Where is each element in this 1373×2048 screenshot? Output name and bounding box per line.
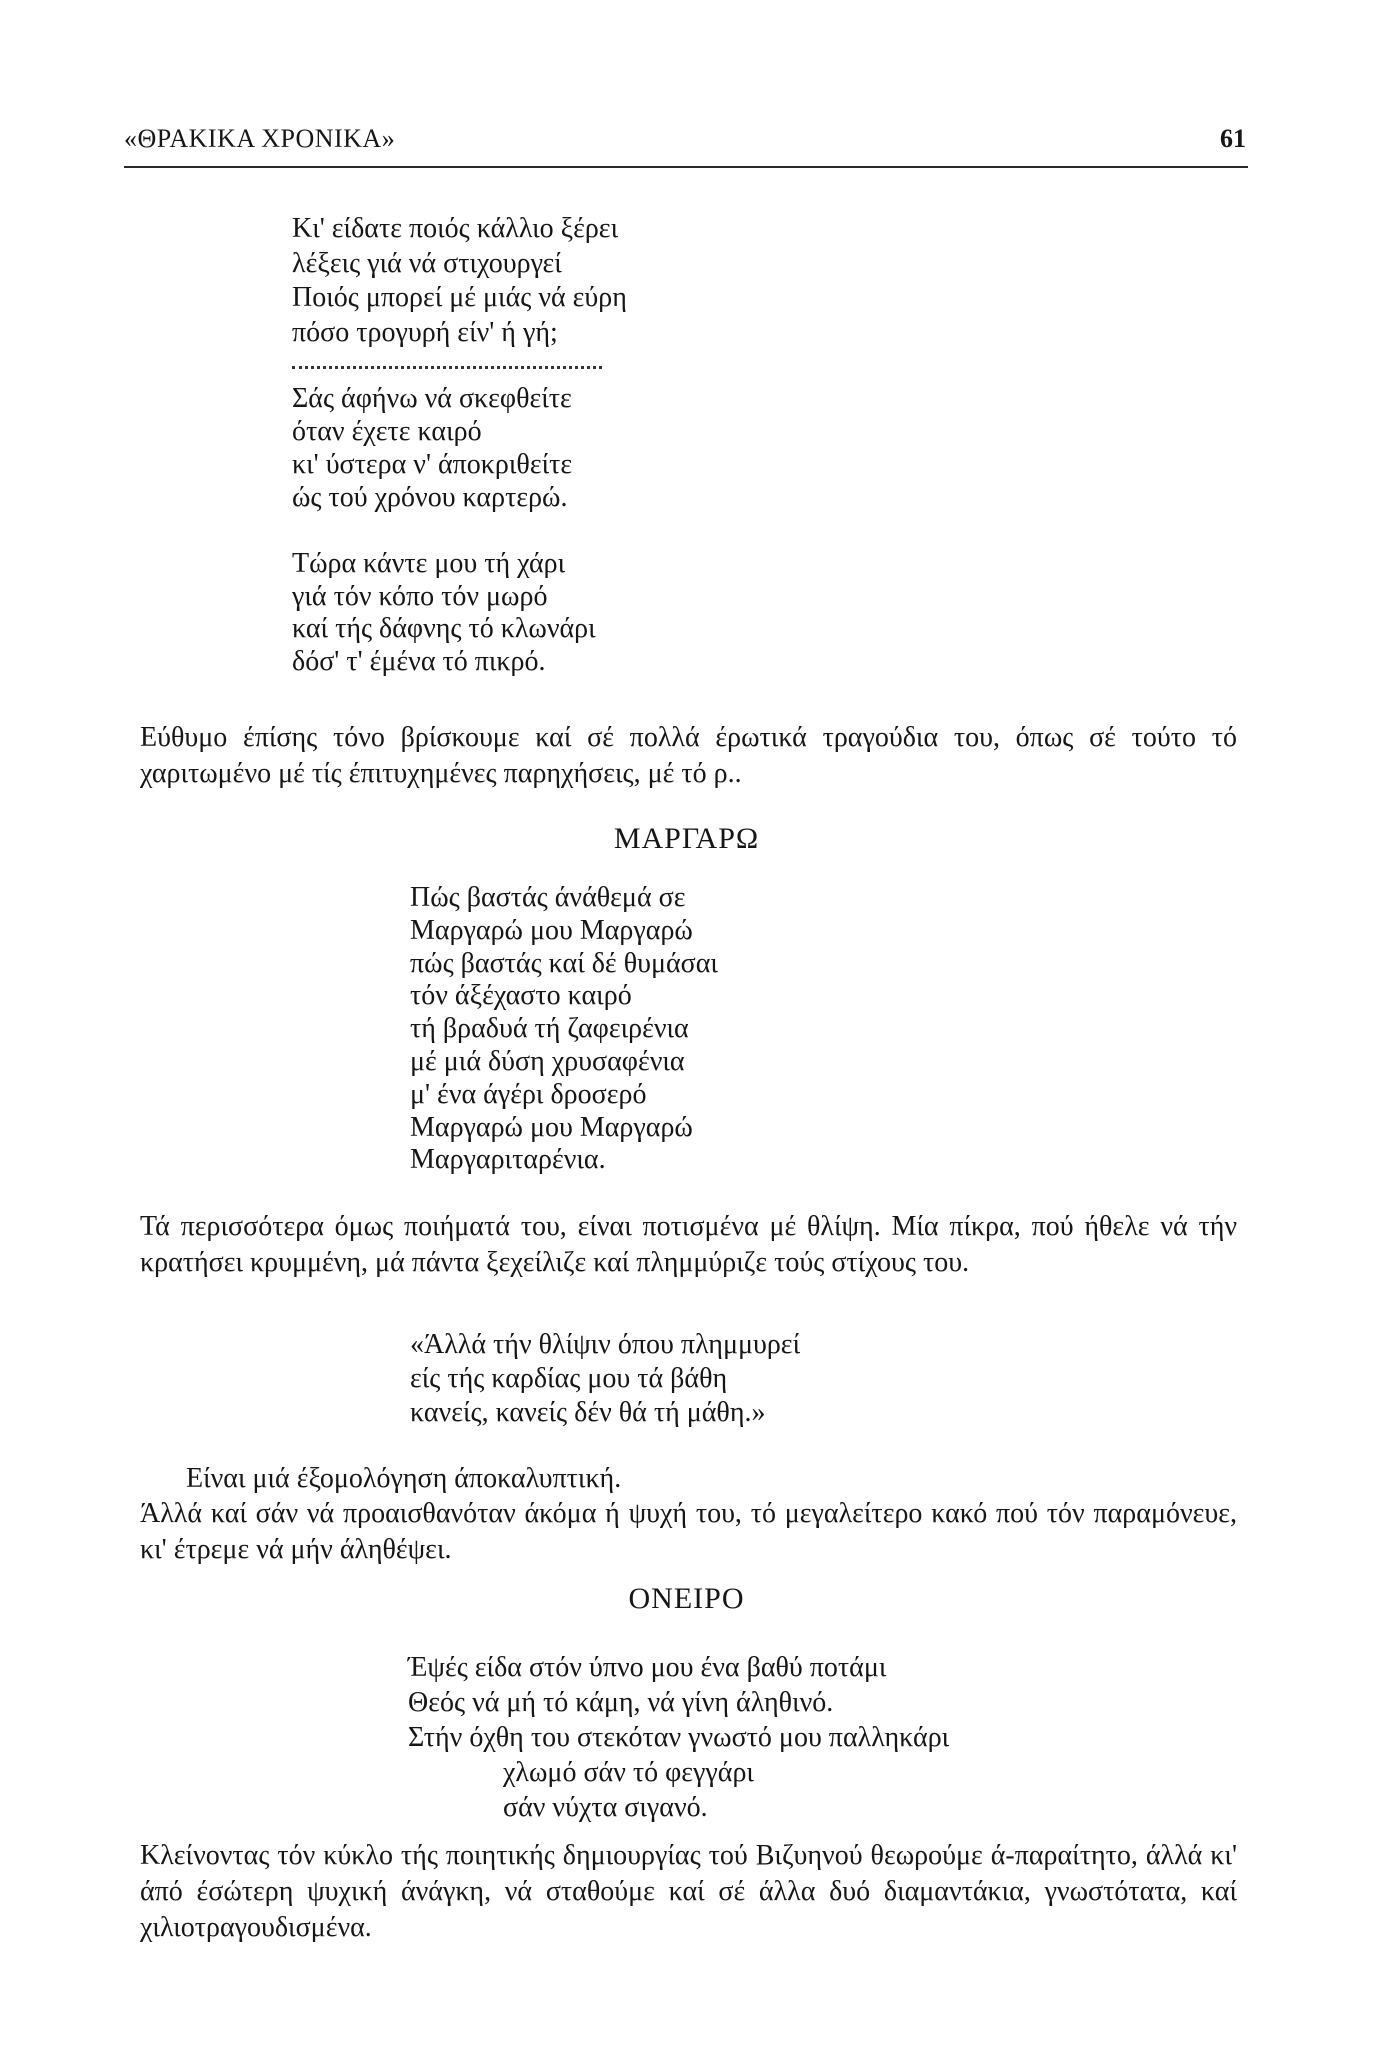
- poem-oneiro: [408, 1650, 949, 1825]
- verse-line: όταν έχετε καιρό: [292, 416, 482, 447]
- verse-line: Κι' είδατε ποιός κάλλιο ξέρει: [292, 213, 619, 244]
- verse-line: Πώς βαστάς άνάθεμά σε: [410, 882, 686, 913]
- verse-line: γιά τόν κόπο τόν μωρό: [292, 580, 548, 612]
- verse-line: κι' ύστερα ν' άποκριθείτε: [292, 449, 573, 480]
- verse-line: Τώρα κάντε μου τή χάρι: [292, 548, 566, 579]
- verse-line: δόσ' τ' έμένα τό πικρό.: [292, 645, 546, 677]
- verse-line: λέξεις γιά νά στιχουργεί: [292, 247, 562, 279]
- verse-line: ώς τού χρόνου καρτερώ.: [292, 482, 568, 513]
- verse-line: Μαργαρώ μου Μαργαρώ: [410, 914, 693, 946]
- verse-line: χλωμό σάν τό φεγγάρι: [503, 1757, 754, 1788]
- verse-line: τόν άξέχαστο καιρό: [410, 980, 632, 1012]
- prose-paragraph: [140, 1496, 1237, 1568]
- poem-title-margaro: ΜΑΡΓΑΡΩ: [613, 822, 760, 855]
- verse-line: Ποιός μπορεί μέ μιάς νά εύρη: [292, 282, 627, 313]
- verse-line: «Άλλά τήν θλίψιν όπου πλημμυρεί: [410, 1329, 801, 1360]
- prose-paragraph: [186, 1461, 1237, 1497]
- verse-line: Μαργαρώ μου Μαργαρώ: [410, 1111, 693, 1143]
- verse-line: Μαργαριταρένια.: [410, 1144, 606, 1176]
- page-number: 61: [1220, 124, 1246, 153]
- verse-line: σάν νύχτα σιγανό.: [503, 1792, 708, 1823]
- verse-line: καί τής δάφνης τό κλωνάρι: [292, 613, 596, 644]
- poem-title-oneiro: ΟΝΕΙΡΟ: [628, 1582, 745, 1615]
- paragraph-text: Τά περισσότερα όμως ποιήματά του, είναι ποτισμένα μέ θλίψη. Μία πίκρα, πού ήθελε νά τήν κρατήσει κρυμμένη, μά πάντα ξεχείλιζε καί πλημμύριζε τούς στίχους του.: [140, 1211, 1237, 1278]
- verse-line: Σάς άφήνω νά σκεφθείτε: [292, 383, 572, 414]
- verse-line: μ' ένα άγέρι δροσερό: [410, 1078, 647, 1110]
- paragraph-text: Είναι μιά έξομολόγηση άποκαλυπτική.: [186, 1463, 622, 1494]
- paragraph-text: Άλλά καί σάν νά προαισθανόταν άκόμα ή ψυχή του, τό μεγαλείτερο κακό πού τόν παραμόνευε, κι' έτρεμε νά μήν άληθέψει.: [140, 1498, 1237, 1565]
- verse-line: κανείς, κανείς δέν θά τή μάθη.»: [410, 1397, 766, 1428]
- poem-margaro: [410, 882, 718, 1177]
- paragraph-text: Κλείνοντας τόν κύκλο τής ποιητικής δημιουργίας τού Βιζυηνού θεωρούμε ά-παραίτητο, άλλά κι' άπό έσώτερη ψυχική άνάγκη, νά σταθούμε καί σέ άλλα δυό διαμαντάκια, γνωστότατα, καί χιλιοτραγουδισμένα.: [140, 1840, 1237, 1943]
- verse-line: είς τής καρδίας μου τά βάθη: [410, 1363, 728, 1394]
- poem-stanza-3: [292, 548, 596, 678]
- header-rule: [124, 166, 1248, 168]
- verse-line: τή βραδυά τή ζαφειρένια: [410, 1013, 689, 1045]
- verse-line: πόσο τρογυρή είν' ή γή;: [292, 316, 558, 348]
- quoted-verse: [410, 1328, 800, 1430]
- verse-line: Στήν όχθη του στεκόταν γνωστό μου παλληκάρι: [408, 1722, 950, 1753]
- verse-line: μέ μιά δύση χρυσαφένια: [410, 1045, 685, 1077]
- poem-stanza-1: [292, 212, 627, 350]
- prose-paragraph: [140, 1838, 1237, 1946]
- verse-line: πώς βαστάς καί δέ θυμάσαι: [410, 947, 718, 979]
- poem-stanza-2: [292, 382, 572, 514]
- running-title: «ΘΡΑΚΙΚΑ ΧΡΟΝΙΚΑ»: [124, 124, 396, 153]
- verse-line: Έψές είδα στόν ύπνο μου ένα βαθύ ποτάμι: [408, 1652, 887, 1683]
- prose-paragraph: [140, 720, 1237, 792]
- paragraph-text: Εύθυμο έπίσης τόνο βρίσκουμε καί σέ πολλά έρωτικά τραγούδια του, όπως σέ τούτο τό χαριτωμένο μέ τίς έπιτυχημένες παρηχήσεις, μέ τό ρ..: [140, 722, 1237, 789]
- verse-line: Θεός νά μή τό κάμη, νά γίνη άληθινό.: [408, 1687, 834, 1718]
- ellipsis-divider: [292, 366, 602, 369]
- prose-paragraph: [140, 1209, 1237, 1281]
- page-header: [124, 124, 1246, 164]
